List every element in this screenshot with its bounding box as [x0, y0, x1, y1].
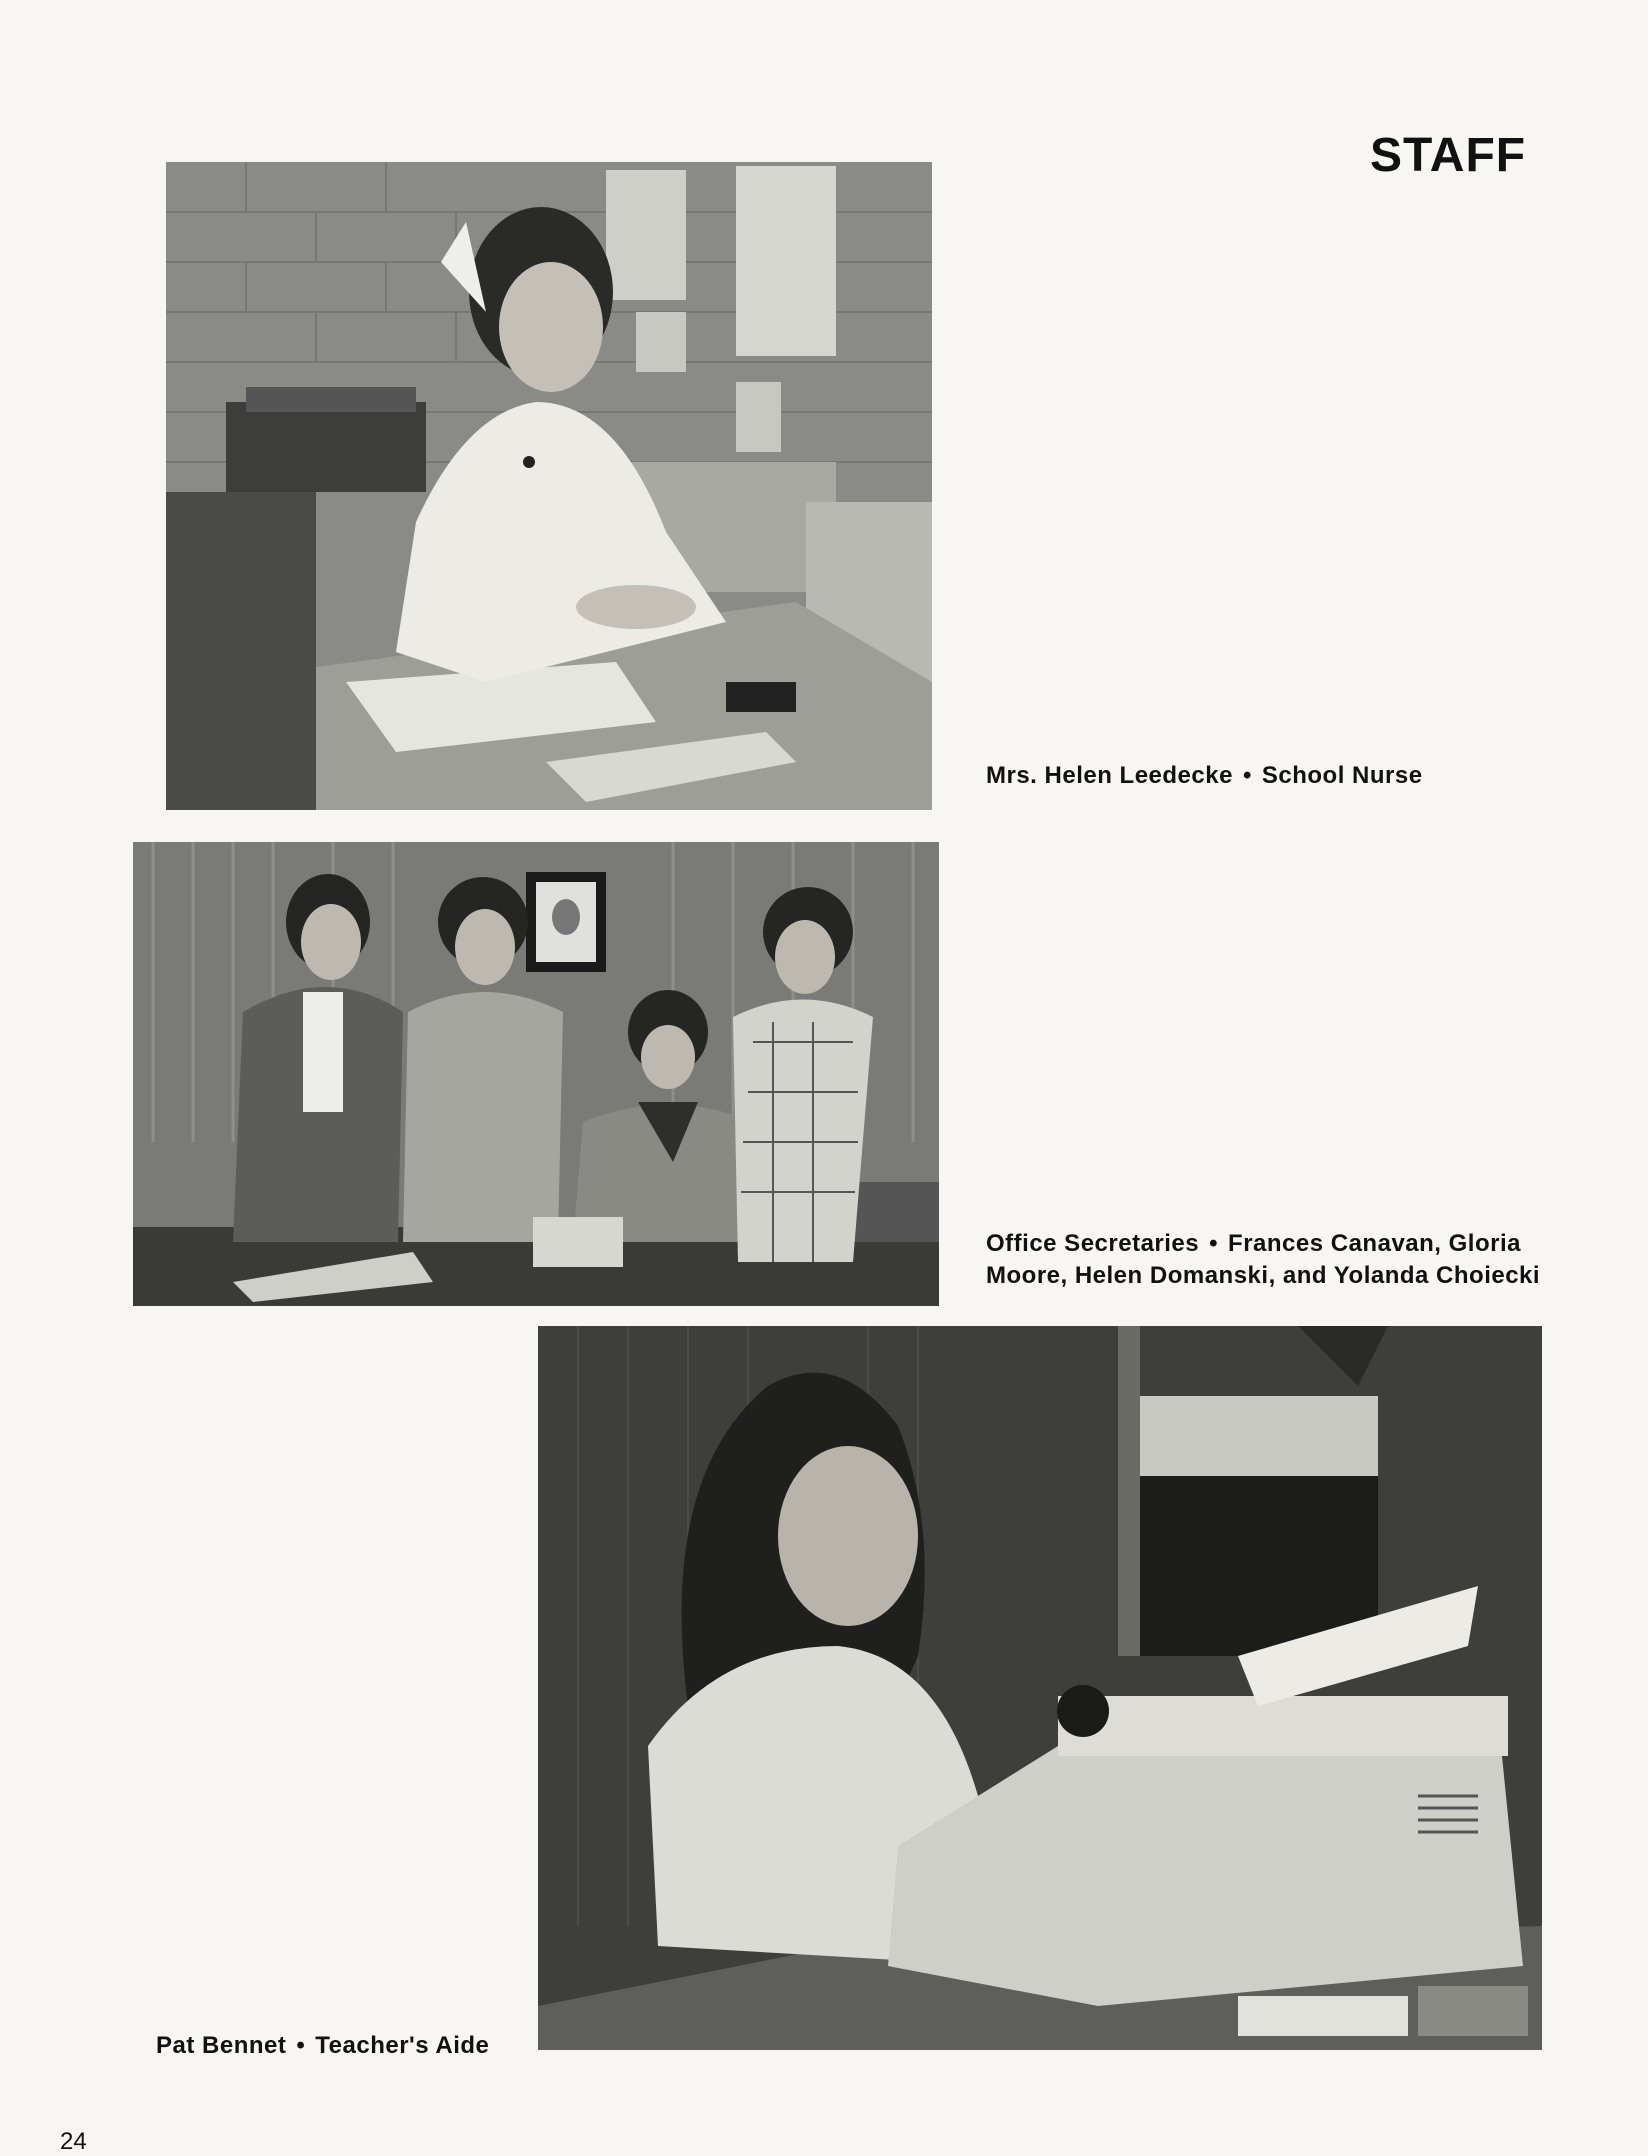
- nurse-name: Mrs. Helen Leedecke: [986, 762, 1233, 789]
- aide-photo: [538, 1326, 1542, 2050]
- secretaries-caption-separator: •: [1209, 1230, 1219, 1257]
- page-number: 24: [60, 2128, 87, 2155]
- aide-role: Teacher's Aide: [315, 2032, 490, 2059]
- aide-name: Pat Bennet: [156, 2032, 287, 2059]
- secretaries-names-line1: Frances Canavan, Gloria: [1228, 1230, 1521, 1257]
- nurse-caption-separator: •: [1242, 762, 1252, 789]
- secretaries-photo-image: [133, 842, 939, 1306]
- page-title: STAFF: [1370, 129, 1527, 182]
- nurse-photo: [166, 162, 932, 810]
- aide-photo-image: [538, 1326, 1542, 2050]
- secretaries-names-line2: Moore, Helen Domanski, and Yolanda Choiecki: [986, 1262, 1541, 1289]
- nurse-caption: [986, 760, 1423, 792]
- aide-caption: [156, 2030, 489, 2062]
- secretaries-caption: [986, 1228, 1540, 1292]
- secretaries-photo: [133, 842, 939, 1306]
- secretaries-label: Office Secretaries: [986, 1230, 1200, 1257]
- nurse-photo-image: [166, 162, 932, 810]
- aide-caption-separator: •: [296, 2032, 306, 2059]
- nurse-role: School Nurse: [1261, 762, 1423, 789]
